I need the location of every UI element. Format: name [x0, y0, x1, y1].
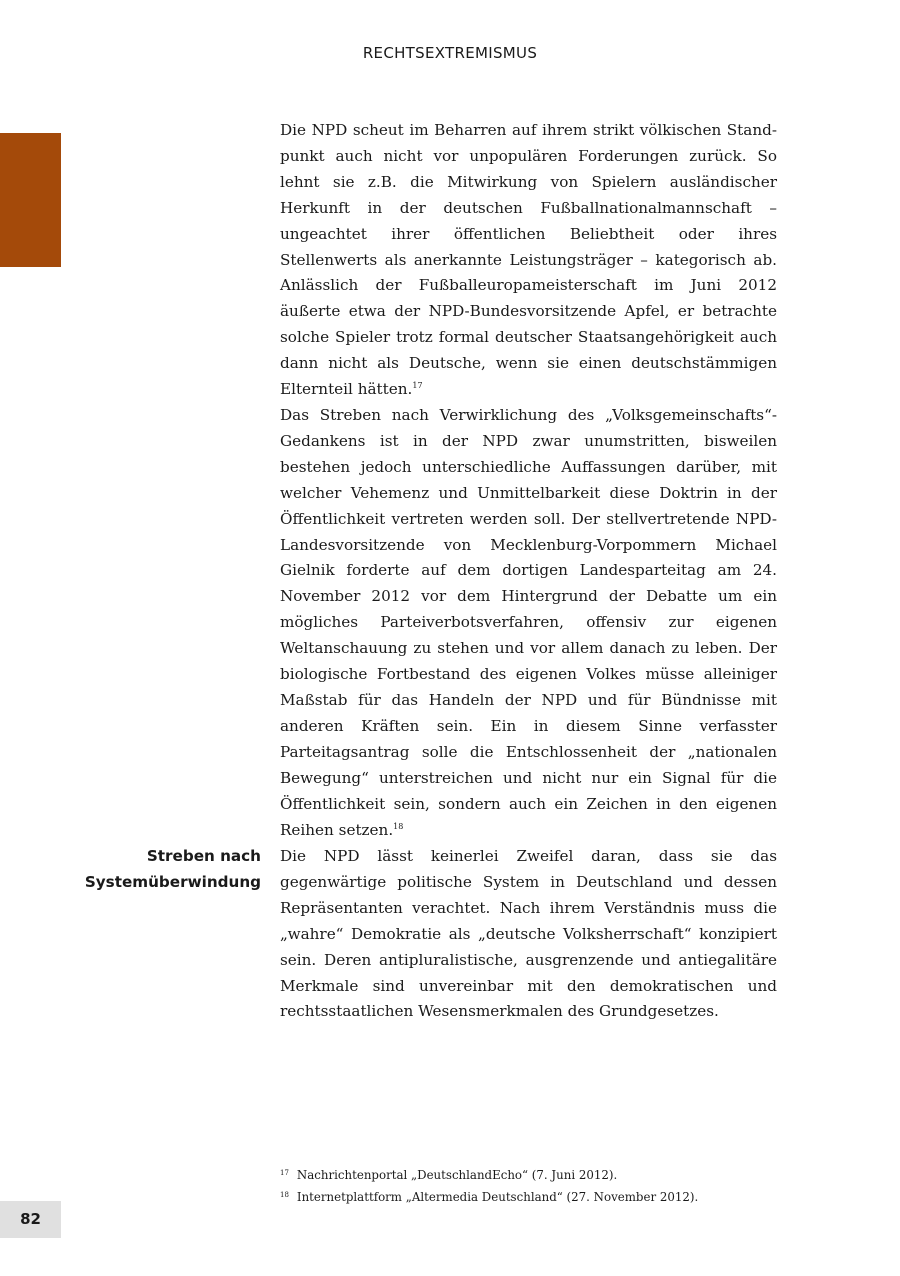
- footnote-number: 17: [280, 1169, 289, 1177]
- footnote-17: [280, 1164, 800, 1186]
- page-number: 82: [0, 1201, 61, 1238]
- running-head: RECHTSEXTREMISMUS: [362, 44, 538, 62]
- paragraph-text: Die NPD scheut im Beharren auf ihrem strikt völkischen Standpunkt auch nicht vor unpopulären Forderungen zurück. So lehnt sie z.B. die Mitwirkung von Spielern ausländischer Herkunft in der deutschen Fußballnationalmannschaft – ungeachtet ihrer öffentlichen Beliebtheit oder ihres Stellenwerts als anerkannte Leistungsträger – kategorisch ab. Anlässlich der Fußballeuropameisterschaft im Juni 2012 äußerte etwa der NPD-Bundesvorsitzende Apfel, er betrachte solche Spieler trotz formal deutscher Staatsangehörigkeit auch dann nicht als Deutsche, wenn sie einen deutschstämmigen Elternteil hätten.: [280, 121, 777, 399]
- margin-heading-line-1: Streben nach: [146, 847, 261, 865]
- margin-heading: [40, 844, 261, 896]
- paragraph-text: Die NPD lässt keinerlei Zweifel daran, dass sie das gegenwärtige politische System in Deutschland und dessen Repräsentanten verachtet. Nach ihrem Verständnis muss die „wahre“ Demokratie als „deutsche Volksherrschaft“ konzipiert sein. Deren antipluralistische, ausgrenzende und antiegalitäre Merkmale sind unvereinbar mit den demokratischen und rechtsstaatlichen Wesensmerkmalen des Grundgesetzes.: [280, 847, 777, 1021]
- body-paragraph-2: [280, 403, 777, 843]
- footnote-text: Internetplattform „Altermedia Deutschland“ (27. November 2012).: [296, 1190, 699, 1204]
- paragraph-text: Das Streben nach Verwirklichung des „Volksgemeinschafts“-Gedankens ist in der NPD zwar unumstritten, bisweilen bestehen jedoch unterschiedliche Auffassungen darüber, mit welcher Vehemenz und Unmittelbarkeit diese Doktrin in der Öffentlichkeit vertreten werden soll. Der stellvertretende NPD-Landesvorsitzende von Mecklenburg-Vorpommern Michael Gielnik forderte auf dem dortigen Landesparteitag am 24. November 2012 vor dem Hintergrund der Debatte um ein mögliches Parteiverbotsverfahren, offensiv zur eigenen Weltanschauung zu stehen und vor allem danach zu leben. Der biologische Fortbestand des eigenen Volkes müsse alleiniger Maßstab für das Handeln der NPD und für Bündnisse mit anderen Kräften sein. Ein in diesem Sinne verfasster Parteitagsantrag solle die Entschlossenheit der „nationalen Bewegung“ unterstreichen und nicht nur ein Signal für die Öffentlichkeit sein, sondern auch ein Zeichen in den eigenen Reihen setzen.: [280, 406, 777, 839]
- margin-heading-line-2: Systemüberwindung: [84, 872, 261, 891]
- footnote-ref-17[interactable]: 17: [412, 381, 423, 391]
- body-paragraph-3: [280, 844, 777, 1025]
- footnote-number: 18: [280, 1191, 289, 1199]
- footnotes: [280, 1164, 800, 1208]
- footnote-ref-18[interactable]: 18: [393, 821, 404, 831]
- section-color-tab: [0, 133, 61, 267]
- footnote-18: [280, 1186, 800, 1208]
- footnote-text: Nachrichtenportal „DeutschlandEcho“ (7. Juni 2012).: [296, 1168, 618, 1182]
- body-paragraph-1: [280, 118, 777, 403]
